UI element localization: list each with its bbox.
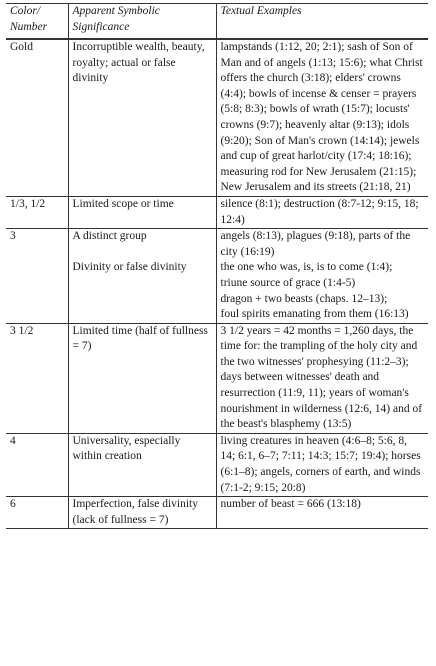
cell-examples	[216, 260, 428, 323]
cell-number: 3 1/2	[6, 323, 68, 433]
cell-number: 1/3, 1/2	[6, 196, 68, 228]
cell-significance: Divinity or false divinity	[68, 260, 216, 323]
header-significance: Apparent Symbolic Significance	[68, 4, 216, 40]
cell-significance: Universality, especially within creation	[68, 433, 216, 496]
cell-significance: Limited time (half of fullness = 7)	[68, 323, 216, 433]
cell-examples: 3 1/2 years = 42 months = 1,260 days, the time for: the trampling of the holy city and the two witnesses' prophesying (11:2–3); days between witnesses' death and resurrection (11:9, 11); years of woman's nourishment in wilderness (12:6, 14) and of the beast's blasphemy (13:5)	[216, 323, 428, 433]
cell-number: 3	[6, 229, 68, 261]
table-row	[6, 433, 428, 496]
header-row	[6, 4, 428, 40]
example-line: foul spirits emanating from them (16:13)	[220, 308, 409, 321]
table-row	[6, 196, 428, 228]
cell-examples: living creatures in heaven (4:6–8; 5:6, 8, 14; 6:1, 6–7; 7:11; 14:3; 15:7; 19:4); horses (6:1–8); angels, corners of earth, and winds (7:1-2; 9:15; 20:8)	[216, 433, 428, 496]
cell-significance: Incorruptible wealth, beauty, royalty; actual or false divinity	[68, 39, 216, 196]
table-row	[6, 39, 428, 196]
cell-number: Gold	[6, 39, 68, 196]
cell-significance: A distinct group	[68, 229, 216, 261]
table-row	[6, 260, 428, 323]
cell-examples: lampstands (1:12, 20; 2:1); sash of Son of Man and of angels (1:13; 15:6); what Christ offers the church (3:18); elders' crowns (4:4); bowls of incense & censer = prayers (5:8; 8:3); bowls of wrath (15:7); locusts' crowns (9:7); heavenly altar (9:13); idols (9:20); Son of Man's crown (14:14); jewels and cup of great harlot/city (17:4; 18:16); measuring rod for New Jerusalem (21:15); New Jerusalem and its streets (21:18, 21)	[216, 39, 428, 196]
cell-examples: angels (8:13), plagues (9:18), parts of the city (16:19)	[220, 230, 411, 258]
example-line: the one who was, is, is to come (1:4);	[220, 261, 393, 274]
example-line: dragon + two beasts (chaps. 12–13);	[220, 292, 388, 305]
cell-examples: silence (8:1); destruction (8:7-12; 9:15, 18; 12:4)	[216, 196, 428, 228]
table-row	[6, 229, 428, 261]
symbolism-table	[6, 3, 428, 529]
cell-number: 4	[6, 433, 68, 496]
cell-significance: Limited scope or time	[68, 196, 216, 228]
table-row	[6, 323, 428, 433]
cell-significance: Imperfection, false divinity (lack of fullness = 7)	[68, 497, 216, 529]
cell-number: 6	[6, 497, 68, 529]
cell-number	[6, 260, 68, 323]
header-examples: Textual Examples	[216, 4, 428, 40]
cell-examples: number of beast = 666 (13:18)	[216, 497, 428, 529]
header-color-number: Color/ Number	[6, 4, 68, 40]
example-line: triune source of grace (1:4-5)	[220, 276, 356, 289]
table-row	[6, 497, 428, 529]
